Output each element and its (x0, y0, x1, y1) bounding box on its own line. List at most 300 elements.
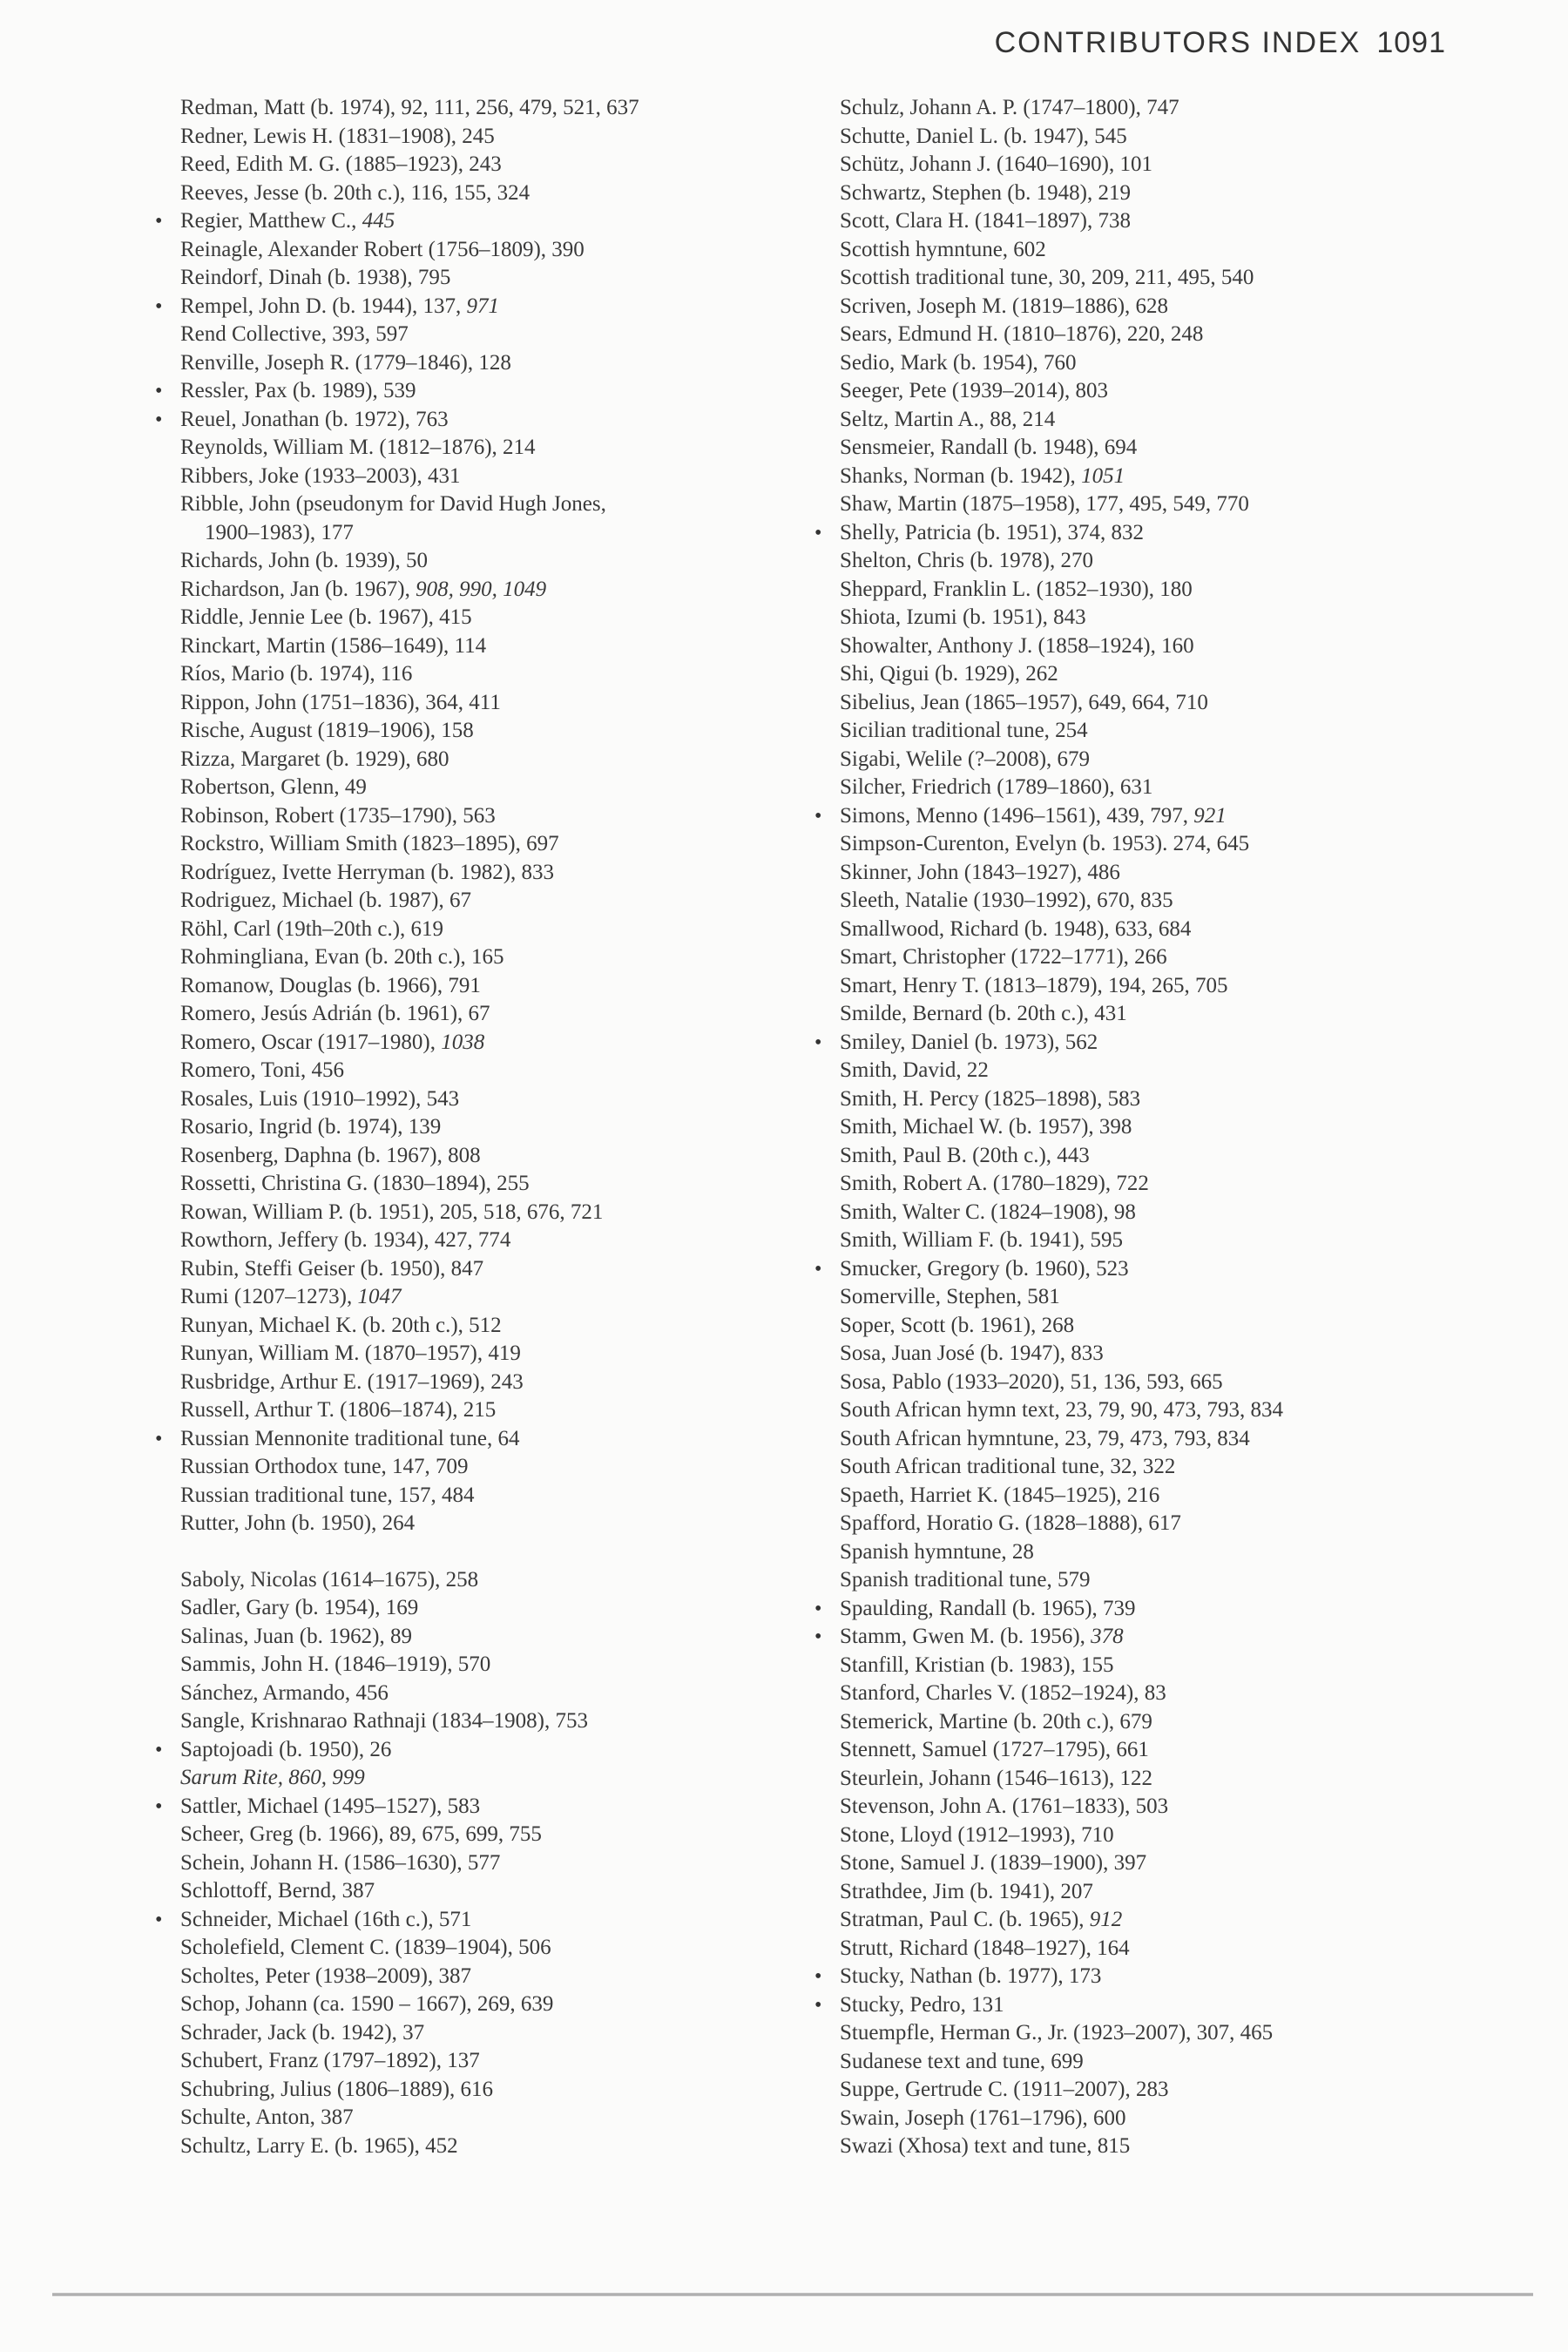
index-entry (838, 1340, 1500, 1369)
entry-text: Seeger, Pete (1939–2014), 803 (840, 379, 1108, 402)
entry-text: Sicilian traditional tune, 254 (840, 719, 1088, 742)
index-entry (179, 1369, 806, 1397)
entry-text: Smilde, Bernard (b. 20th c.), 431 (840, 1002, 1127, 1025)
index-entry (179, 151, 806, 179)
index-entry (179, 1707, 806, 1736)
index-entry (838, 1765, 1500, 1794)
entry-text: Russian Mennonite traditional tune, 64 (180, 1426, 520, 1450)
entry-text: Smith, Robert A. (1780–1829), 722 (840, 1172, 1149, 1195)
index-entry (838, 2132, 1500, 2161)
entry-text: Rockstro, William Smith (1823–1895), 697 (180, 832, 559, 855)
index-entry (838, 349, 1500, 378)
entry-text: Smith, David, 22 (840, 1058, 989, 1082)
entry-text: Spanish traditional tune, 579 (840, 1568, 1091, 1592)
entry-text: Stamm, Gwen M. (b. 1956), (840, 1625, 1092, 1648)
entry-text: Sánchez, Armando, 456 (180, 1680, 389, 1705)
entry-text: South African traditional tune, 32, 322 (840, 1455, 1176, 1478)
bullet-icon: • (814, 1993, 822, 2017)
bullet-icon: • (155, 1908, 163, 1931)
entry-text: Sammis, John H. (1846–1919), 570 (180, 1652, 491, 1676)
entry-text: Romanow, Douglas (b. 1966), 791 (180, 973, 481, 997)
entry-text: Reuel, Jonathan (b. 1972), 763 (180, 407, 449, 431)
entry-text: Smith, H. Percy (1825–1898), 583 (840, 1086, 1141, 1111)
index-entry (838, 774, 1500, 802)
entry-text: Swazi (Xhosa) text and tune, 815 (840, 2134, 1131, 2158)
entry-text: Rubin, Steffi Geiser (b. 1950), 847 (180, 1256, 484, 1281)
entry-text: Shiota, Izumi (b. 1951), 843 (840, 605, 1086, 629)
index-entry (179, 1283, 806, 1312)
entry-text: Romero, Oscar (1917–1980), (180, 1030, 442, 1054)
index-entry (838, 2019, 1500, 2048)
entry-text: Redman, Matt (b. 1974), 92, 111, 256, 479, 521, 637 (180, 96, 639, 119)
entry-text: Reynolds, William M. (1812–1876), 214 (180, 436, 536, 459)
entry-text: Stucky, Pedro, 131 (840, 1992, 1004, 2017)
entry-text: Strathdee, Jim (b. 1941), 207 (840, 1879, 1093, 1903)
index-entry (838, 151, 1500, 179)
entry-text: South African hymn text, 23, 79, 90, 473, 793, 834 (840, 1398, 1283, 1422)
index-entry (179, 1482, 806, 1511)
index-entry (155, 1906, 806, 1935)
index-entry (179, 972, 806, 1001)
entry-text: Redner, Lewis H. (1831–1908), 245 (180, 124, 495, 148)
entry-text: Scottish hymntune, 602 (840, 237, 1046, 261)
index-entry (179, 321, 806, 349)
index-entry (838, 1000, 1500, 1029)
entry-text: Smith, Paul B. (20th c.), 443 (840, 1143, 1090, 1167)
entry-text: Spaeth, Harriet K. (1845–1925), 216 (840, 1483, 1160, 1507)
index-entry (155, 293, 806, 321)
bullet-icon: • (155, 294, 163, 318)
index-entry (838, 604, 1500, 632)
entry-text: Scheer, Greg (b. 1966), 89, 675, 699, 755 (180, 1822, 542, 1846)
index-entry (838, 1283, 1500, 1312)
index-entry (838, 1425, 1500, 1454)
entry-text: Showalter, Anthony J. (1858–1924), 160 (840, 633, 1194, 658)
index-entry (179, 463, 806, 491)
entry-italic-pages: 1051 (1081, 463, 1125, 488)
entry-text: Reinagle, Alexander Robert (1756–1809), 390 (180, 237, 585, 261)
index-entry (838, 321, 1500, 349)
index-entry (838, 1510, 1500, 1538)
entry-text: Reeves, Jesse (b. 20th c.), 116, 155, 324 (180, 180, 531, 205)
index-entry (814, 802, 1500, 831)
index-entry (838, 1142, 1500, 1171)
entry-text: Smiley, Daniel (b. 1973), 562 (840, 1030, 1098, 1054)
index-entry (838, 123, 1500, 152)
index-entry (179, 547, 806, 576)
entry-text: Scholtes, Peter (1938–2009), 387 (180, 1963, 471, 1988)
entry-text: Schrader, Jack (b. 1942), 37 (180, 2020, 425, 2044)
entry-text: Sheppard, Franklin L. (1852–1930), 180 (840, 577, 1193, 601)
index-entry (838, 1878, 1500, 1907)
entry-text: Shelton, Chris (b. 1978), 270 (840, 549, 1093, 572)
entry-text: Sadler, Gary (b. 1954), 169 (180, 1596, 419, 1619)
entry-text: Sigabi, Welile (?–2008), 679 (840, 747, 1091, 771)
index-entry (179, 1000, 806, 1029)
entry-text: Somerville, Stephen, 581 (840, 1285, 1060, 1308)
index-entry (814, 1255, 1500, 1284)
entry-text: Robertson, Glenn, 49 (180, 775, 367, 799)
index-entry (838, 406, 1500, 435)
entry-text: Stemerick, Martine (b. 20th c.), 679 (840, 1709, 1152, 1734)
index-entry (838, 1170, 1500, 1199)
entry-text: Spafford, Horatio G. (1828–1888), 617 (840, 1511, 1181, 1535)
entry-text: Rinckart, Martin (1586–1649), 114 (180, 633, 487, 658)
entry-text: Skinner, John (1843–1927), 486 (840, 860, 1120, 884)
index-entry (179, 1764, 806, 1793)
index-entry (838, 2048, 1500, 2077)
index-entry (838, 1849, 1500, 1878)
index-entry (179, 1934, 806, 1963)
entry-text: Richardson, Jan (b. 1967), (180, 577, 416, 601)
entry-text: Schubert, Franz (1797–1892), 137 (180, 2049, 480, 2072)
index-entry (179, 1396, 806, 1425)
entry-text: Rosario, Ingrid (b. 1974), 139 (180, 1115, 442, 1139)
index-entry (179, 1029, 806, 1058)
bullet-icon: • (814, 1625, 822, 1648)
bottom-rule (52, 2293, 1533, 2296)
entry-text: Richards, John (b. 1939), 50 (180, 549, 428, 572)
index-entry (179, 774, 806, 802)
index-entry (179, 830, 806, 859)
running-header (995, 26, 1446, 60)
bullet-icon: • (155, 408, 163, 431)
entry-text: Ressler, Pax (b. 1989), 539 (180, 379, 416, 402)
index-entry (179, 1085, 806, 1114)
entry-text: Spaulding, Randall (b. 1965), 739 (840, 1596, 1136, 1620)
index-entry (179, 887, 806, 916)
entry-text: Robinson, Robert (1735–1790), 563 (180, 803, 496, 828)
entry-text: Rodríguez, Ivette Herryman (b. 1982), 833 (180, 860, 555, 884)
entry-text: Ribble, John (pseudonym for David Hugh Jones, (180, 492, 606, 516)
entry-text: Suppe, Gertrude C. (1911–2007), 283 (840, 2078, 1169, 2101)
entry-text: Rossetti, Christina G. (1830–1894), 255 (180, 1172, 530, 1195)
entry-text: Sensmeier, Randall (b. 1948), 694 (840, 436, 1138, 459)
index-entry (838, 1793, 1500, 1821)
entry-text: Smith, William F. (b. 1941), 595 (840, 1228, 1124, 1252)
index-entry (179, 1453, 806, 1482)
entry-text: Schulte, Anton, 387 (180, 2105, 354, 2129)
entry-italic-pages: 1038 (441, 1030, 485, 1054)
index-entry (179, 689, 806, 718)
index-entry (814, 519, 1500, 548)
entry-text: Sosa, Pablo (1933–2020), 51, 136, 593, 665 (840, 1369, 1223, 1394)
entry-text: Rutter, John (b. 1950), 264 (180, 1511, 416, 1535)
index-entry (838, 1057, 1500, 1085)
index-entry (838, 1453, 1500, 1482)
entry-text: Ríos, Mario (b. 1974), 116 (180, 662, 413, 686)
index-entry (179, 859, 806, 888)
entry-text: Rusbridge, Arthur E. (1917–1969), 243 (180, 1369, 524, 1394)
index-entry (838, 94, 1500, 123)
index-entry (179, 943, 806, 972)
entry-text: South African hymntune, 23, 79, 473, 793, 834 (840, 1426, 1250, 1450)
entry-text: Smith, Walter C. (1824–1908), 98 (840, 1200, 1136, 1224)
bullet-icon: • (155, 1427, 163, 1450)
entry-italic-pages: 921 (1193, 803, 1227, 828)
entry-text: Rische, August (1819–1906), 158 (180, 719, 474, 742)
index-entry (838, 576, 1500, 605)
entry-text: Russell, Arthur T. (1806–1874), 215 (180, 1398, 497, 1422)
entry-text: Rippon, John (1751–1836), 364, 411 (180, 690, 501, 714)
index-entry (838, 2105, 1500, 2133)
entry-text: Rodriguez, Michael (b. 1987), 67 (180, 889, 471, 912)
index-entry (179, 1990, 806, 2019)
index-entry (179, 1113, 806, 1142)
index-entry (155, 406, 806, 435)
entry-text: Shaw, Martin (1875–1958), 177, 495, 549, 770 (840, 492, 1249, 516)
bullet-icon: • (155, 380, 163, 402)
index-entry (155, 1425, 806, 1454)
index-entry (179, 746, 806, 774)
page-number: 1091 (1376, 26, 1446, 59)
index-entry (179, 1199, 806, 1227)
entry-text: Riddle, Jennie Lee (b. 1967), 415 (180, 605, 472, 629)
entry-text: Sedio, Mark (b. 1954), 760 (840, 350, 1077, 375)
entry-italic-pages: 1047 (357, 1285, 402, 1308)
entry-text: Romero, Toni, 456 (180, 1058, 345, 1082)
entry-italic-pages: 912 (1089, 1908, 1123, 1931)
index-entry (155, 1736, 806, 1765)
index-entry (838, 1482, 1500, 1511)
index-entry (838, 689, 1500, 718)
bullet-icon: • (814, 1031, 822, 1054)
index-entry (838, 859, 1500, 888)
index-entry (838, 434, 1500, 463)
entry-text: Shi, Qigui (b. 1929), 262 (840, 662, 1058, 686)
index-entry (179, 1170, 806, 1199)
entry-text: Schutte, Daniel L. (b. 1947), 545 (840, 124, 1127, 148)
entry-text: Schulz, Johann A. P. (1747–1800), 747 (840, 96, 1179, 119)
entry-text: Rizza, Margaret (b. 1929), 680 (180, 747, 449, 771)
entry-text: Scottish traditional tune, 30, 209, 211, 495, 540 (840, 266, 1254, 289)
index-entry (838, 660, 1500, 689)
entry-text: Röhl, Carl (19th–20th c.), 619 (180, 916, 444, 941)
index-entry (838, 1906, 1500, 1935)
index-entry (179, 179, 806, 208)
index-entry (179, 576, 806, 605)
index-entry (179, 660, 806, 689)
entry-text: Rumi (1207–1273), (180, 1285, 358, 1308)
entry-text: Stratman, Paul C. (b. 1965), (840, 1908, 1090, 1931)
bullet-icon: • (814, 1965, 822, 1988)
entry-text: Schubring, Julius (1806–1889), 616 (180, 2077, 494, 2101)
entry-text: Scriven, Joseph M. (1819–1886), 628 (840, 294, 1169, 318)
running-header-title: CONTRIBUTORS INDEX (994, 26, 1362, 59)
entry-text: Rowan, William P. (b. 1951), 205, 518, 676, 721 (180, 1200, 604, 1224)
index-entry (179, 1963, 806, 1991)
entry-italic-pages: 445 (362, 209, 395, 233)
index-entry (179, 1057, 806, 1085)
entry-text: Sangle, Krishnarao Rathnaji (1834–1908), 753 (180, 1709, 588, 1733)
bullet-icon: • (814, 521, 822, 544)
entry-text: Rend Collective, 393, 597 (180, 322, 409, 346)
index-entry (838, 1538, 1500, 1567)
index-entry (155, 207, 806, 236)
entry-text: Rosenberg, Daphna (b. 1967), 808 (180, 1143, 481, 1167)
entry-text: Stanford, Charles V. (1852–1924), 83 (840, 1681, 1166, 1705)
index-entry (814, 1029, 1500, 1058)
entry-text: Schwartz, Stephen (b. 1948), 219 (840, 180, 1131, 205)
entry-text: Schlottoff, Bernd, 387 (180, 1879, 375, 1903)
entry-text: Stone, Lloyd (1912–1993), 710 (840, 1822, 1114, 1847)
index-entry (814, 1991, 1500, 2020)
bullet-icon: • (814, 1597, 822, 1620)
index-entry (838, 207, 1500, 236)
entry-text: 1900–1983), 177 (205, 520, 354, 544)
index-entry (179, 1227, 806, 1255)
index-entry (179, 1623, 806, 1652)
entry-text: Schütz, Johann J. (1640–1690), 101 (840, 152, 1152, 176)
entry-text: Silcher, Friedrich (1789–1860), 631 (840, 775, 1153, 799)
index-entry (838, 632, 1500, 661)
entry-text: Stennett, Samuel (1727–1795), 661 (840, 1738, 1149, 1761)
entry-text: Strutt, Richard (1848–1927), 164 (840, 1936, 1130, 1960)
entry-text: Ribbers, Joke (1933–2003), 431 (180, 463, 461, 488)
index-entry (838, 1680, 1500, 1708)
bullet-icon: • (814, 1257, 822, 1281)
index-entry (179, 519, 806, 548)
index-entry (838, 1312, 1500, 1341)
entry-text: Schultz, Larry E. (b. 1965), 452 (180, 2133, 458, 2158)
index-entry (179, 1340, 806, 1369)
entry-text: Reed, Edith M. G. (1885–1923), 243 (180, 152, 502, 176)
index-entry (179, 94, 806, 123)
entry-text: Smart, Christopher (1722–1771), 266 (840, 945, 1167, 969)
entry-text: Simpson-Curenton, Evelyn (b. 1953). 274, 645 (840, 832, 1250, 855)
index-entry (179, 2076, 806, 2105)
index-entry (179, 236, 806, 265)
entry-text: Sudanese text and tune, 699 (840, 2049, 1084, 2073)
index-entry (838, 887, 1500, 916)
entry-text: Smucker, Gregory (b. 1960), 523 (840, 1256, 1129, 1281)
entry-text: Sears, Edmund H. (1810–1876), 220, 248 (840, 322, 1204, 346)
index-entry (179, 1651, 806, 1680)
entry-text: Schop, Johann (ca. 1590 – 1667), 269, 639 (180, 1992, 554, 2016)
index-entry (838, 1369, 1500, 1397)
index-entry (179, 1821, 806, 1849)
entry-text: Sosa, Juan José (b. 1947), 833 (840, 1342, 1104, 1365)
entry-text: Soper, Scott (b. 1961), 268 (840, 1313, 1075, 1337)
entry-text: Saboly, Nicolas (1614–1675), 258 (180, 1567, 479, 1592)
entry-text: Simons, Menno (1496–1561), 439, 797, (840, 803, 1194, 828)
index-entry (179, 490, 806, 519)
index-entry (838, 463, 1500, 491)
index-entry (838, 943, 1500, 972)
entry-text: Russian traditional tune, 157, 484 (180, 1483, 475, 1507)
index-entry (838, 1935, 1500, 1963)
index-entry (179, 916, 806, 944)
index-entry (838, 236, 1500, 265)
index-column-right (814, 94, 1500, 2161)
entry-text: Smallwood, Richard (b. 1948), 633, 684 (840, 916, 1192, 941)
index-entry (838, 293, 1500, 321)
index-entry (814, 1963, 1500, 1991)
index-entry (155, 1793, 806, 1821)
index-entry (179, 802, 806, 831)
entry-text: Reindorf, Dinah (b. 1938), 795 (180, 266, 451, 289)
index-entry (838, 179, 1500, 208)
entry-italic-pages: Sarum Rite, 860, 999 (180, 1766, 365, 1789)
entry-text: Rowthorn, Jeffery (b. 1934), 427, 774 (180, 1228, 511, 1252)
index-entry (814, 1623, 1500, 1652)
index-entry (838, 1736, 1500, 1765)
index-entry (179, 2019, 806, 2048)
index-entry (814, 1595, 1500, 1624)
entry-italic-pages: 378 (1091, 1625, 1124, 1648)
index-entry (179, 434, 806, 463)
index-entry (838, 1821, 1500, 1850)
entry-text: Scott, Clara H. (1841–1897), 738 (840, 209, 1131, 233)
entry-text: Sleeth, Natalie (1930–1992), 670, 835 (840, 889, 1173, 912)
entry-text: Rosales, Luis (1910–1992), 543 (180, 1086, 460, 1111)
index-entry (838, 1396, 1500, 1425)
entry-text: Salinas, Juan (b. 1962), 89 (180, 1624, 412, 1648)
index-entry (179, 632, 806, 661)
bullet-icon: • (814, 804, 822, 828)
entry-text: Runyan, Michael K. (b. 20th c.), 512 (180, 1313, 502, 1337)
index-entry (838, 1199, 1500, 1227)
entry-text: Stevenson, John A. (1761–1833), 503 (840, 1794, 1169, 1818)
entry-text: Smith, Michael W. (b. 1957), 398 (840, 1115, 1132, 1139)
index-entry (838, 830, 1500, 859)
entry-text: Scholefield, Clement C. (1839–1904), 506 (180, 1936, 551, 1959)
bullet-icon: • (155, 1794, 163, 1818)
entry-text: Renville, Joseph R. (1779–1846), 128 (180, 350, 511, 375)
index-entry (179, 349, 806, 378)
entry-text: Stanfill, Kristian (b. 1983), 155 (840, 1652, 1114, 1677)
index-entry (179, 1566, 806, 1595)
entry-text: Schneider, Michael (16th c.), 571 (180, 1907, 472, 1931)
index-entry (838, 1652, 1500, 1680)
index-entry (179, 2132, 806, 2161)
entry-text: Russian Orthodox tune, 147, 709 (180, 1455, 469, 1478)
index-entry (179, 2104, 806, 2132)
entry-text: Spanish hymntune, 28 (840, 1539, 1034, 1564)
entry-text: Stucky, Nathan (b. 1977), 173 (840, 1964, 1102, 1988)
index-column-left (155, 94, 806, 2160)
entry-text: Regier, Matthew C., (180, 209, 362, 233)
entry-text: Shelly, Patricia (b. 1951), 374, 832 (840, 520, 1145, 544)
index-entry (838, 916, 1500, 944)
entry-text: Runyan, William M. (1870–1957), 419 (180, 1342, 521, 1365)
index-entry (838, 264, 1500, 293)
entry-text: Sattler, Michael (1495–1527), 583 (180, 1794, 481, 1818)
index-entry (179, 1877, 806, 1906)
index-entry (179, 123, 806, 152)
index-entry (179, 1680, 806, 1708)
entry-text: Shanks, Norman (b. 1942), (840, 463, 1082, 488)
index-entry (179, 264, 806, 293)
index-entry (838, 1566, 1500, 1595)
index-entry (838, 547, 1500, 576)
index-entry (179, 1255, 806, 1284)
bullet-icon: • (155, 1738, 163, 1761)
entry-text: Swain, Joseph (1761–1796), 600 (840, 2105, 1126, 2130)
entry-text: Smart, Henry T. (1813–1879), 194, 265, 705 (840, 973, 1228, 997)
entry-text: Rempel, John D. (b. 1944), 137, (180, 294, 467, 318)
index-entry (179, 717, 806, 746)
index-entry (838, 746, 1500, 774)
entry-italic-pages: 971 (466, 294, 499, 318)
index-entry (838, 972, 1500, 1001)
entry-italic-pages: 908, 990, 1049 (416, 577, 547, 601)
index-entry (179, 1594, 806, 1623)
entry-text: Sibelius, Jean (1865–1957), 649, 664, 710 (840, 690, 1208, 714)
entry-text: Rohmingliana, Evan (b. 20th c.), 165 (180, 945, 504, 969)
index-entry (179, 2047, 806, 2076)
index-entry (838, 1708, 1500, 1737)
